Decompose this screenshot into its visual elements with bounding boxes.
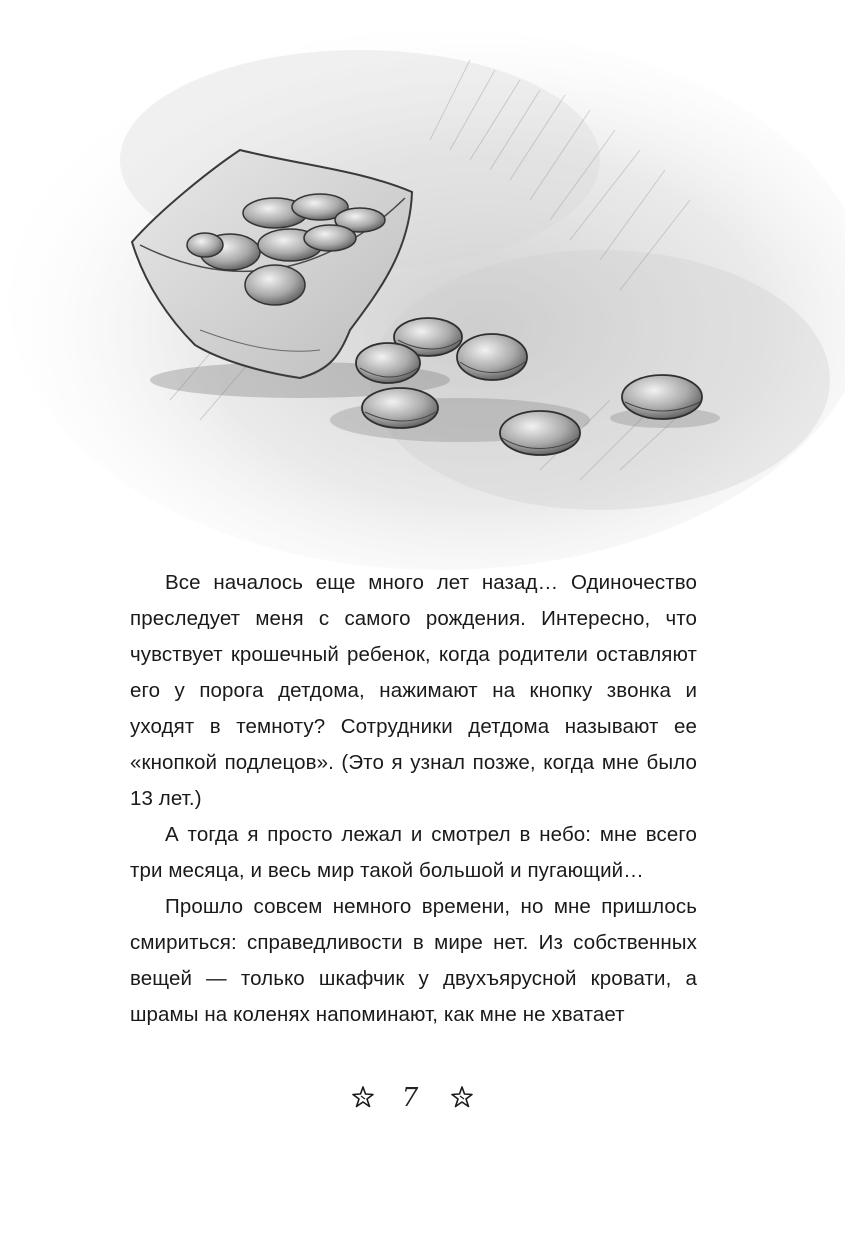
paragraph-2: А тогда я просто лежал и смотрел в небо: мне всего три месяца, и весь мир такой большой и пугающий… — [130, 823, 697, 882]
star-doodle-icon — [451, 1086, 473, 1108]
page-number: 7 — [401, 1083, 419, 1113]
body-text — [130, 565, 697, 1033]
nut-bowl-sketch — [0, 0, 845, 575]
paragraph-1: Все началось еще много лет назад… Одиночество преследует меня с самого рождения. Интересно, что чувствует крошечный ребенок, когда родители оставляют его у порога детдома, нажимают на кнопку звонка и уходят в темноту? Сотрудники детдома называют ее «кнопкой подлецов». (Это я узнал позже, когда мне было 13 лет.) — [130, 571, 697, 810]
star-doodle-icon — [352, 1086, 374, 1108]
paragraph-3: Прошло совсем немного времени, но мне пришлось смириться: справедливости в мире нет. Из собственных вещей — только шкафчик у двухъярусной кровати, а шрамы на коленях напоминают, как мне не хватает — [130, 895, 697, 1026]
page-footer — [0, 1078, 845, 1118]
